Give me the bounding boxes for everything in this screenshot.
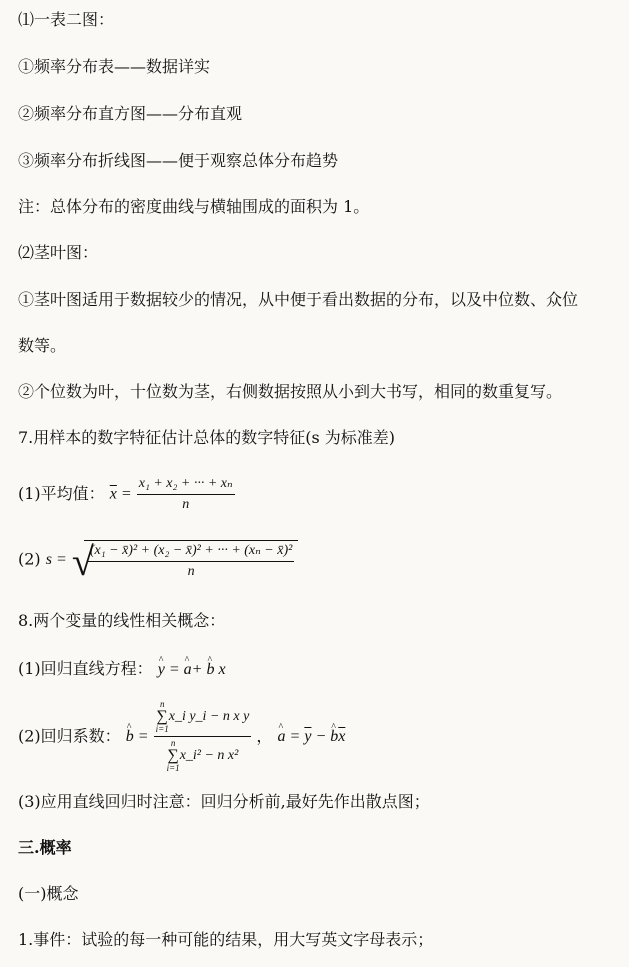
line-regression-note: (3)应用直线回归时注意：回归分析前,最好先作出散点图； (18, 792, 430, 811)
sd-sqrt (71, 539, 298, 584)
line-std-dev (18, 539, 298, 584)
line-section-7: 7.用样本的数字特征估计总体的数字特征(s 为标准差) (18, 428, 396, 447)
line-polygon: ③频率分布折线图——便于观察总体分布趋势 (18, 151, 339, 170)
line-regression-eq (18, 659, 226, 680)
mean-denominator: n (182, 497, 190, 512)
sum-symbol-top: n ∑ i=1 (155, 699, 169, 734)
line-note-density: 注：总体分布的密度曲线与横轴围成的面积为 1。 (18, 197, 370, 216)
sd-numerator: (x₁ − x̄)² + (x₂ − x̄)² + ··· + (xₙ − x̄)² (88, 543, 294, 562)
sd-fraction (88, 543, 294, 580)
b-lhs: ^ b = (126, 728, 149, 745)
line-mean (18, 476, 235, 513)
line-probability-heading: 三.概率 (18, 838, 72, 857)
b-denominator: x_i² − n x² (179, 748, 239, 763)
line-event-definition: 1.事件：试验的每一种可能的结果，用大写英文字母表示； (18, 930, 434, 949)
line-section-8: 8.两个变量的线性相关概念： (18, 611, 226, 630)
comma-sep: ， (256, 726, 273, 746)
line-frequency-table: ①频率分布表——数据详实 (18, 57, 211, 76)
line-stem-leaf-2: ②个位数为叶，十位数为茎，右侧数据按照从小到大书写，相同的数重复写。 (18, 382, 563, 401)
sd-lhs: s = (45, 551, 67, 568)
line-stem-leaf-1: ①茎叶图适用于数据较少的情况，从中便于看出数据的分布，以及中位数、众位 (18, 290, 579, 309)
mean-fraction (137, 476, 235, 513)
sum-symbol-bottom: n ∑ i=1 (166, 738, 180, 773)
radical-sign: √ (71, 539, 94, 584)
line-table-two-figures: ⑴一表二图： (18, 10, 115, 29)
reg-coef-label: (2)回归系数： (18, 726, 121, 746)
line-regression-coef (18, 700, 345, 773)
line-concepts-heading: (一)概念 (18, 884, 79, 903)
reg-eq-formula: ^ y = ^ a+ ^ b x (158, 661, 226, 678)
mean-lhs: $\overline{x}$ = (109, 485, 132, 503)
b-fraction (154, 700, 252, 773)
b-numerator: x_i y_i − n x y (168, 709, 250, 724)
sd-denominator: n (187, 564, 195, 579)
line-stem-leaf-1-cont: 数等。 (18, 336, 67, 355)
mean-numerator: x₁ + x₂ + ··· + xₙ (137, 476, 235, 495)
reg-eq-label: (1)回归直线方程： (18, 659, 153, 678)
line-histogram: ②频率分布直方图——分布直观 (18, 104, 243, 123)
mean-label: (1)平均值： (18, 484, 105, 503)
sd-label: (2) (18, 549, 41, 569)
line-stem-leaf-heading: ⑵茎叶图： (18, 243, 99, 262)
a-formula: ^ $a = \overline{y}$ − ^ $b\overline{x}$ (278, 728, 346, 745)
